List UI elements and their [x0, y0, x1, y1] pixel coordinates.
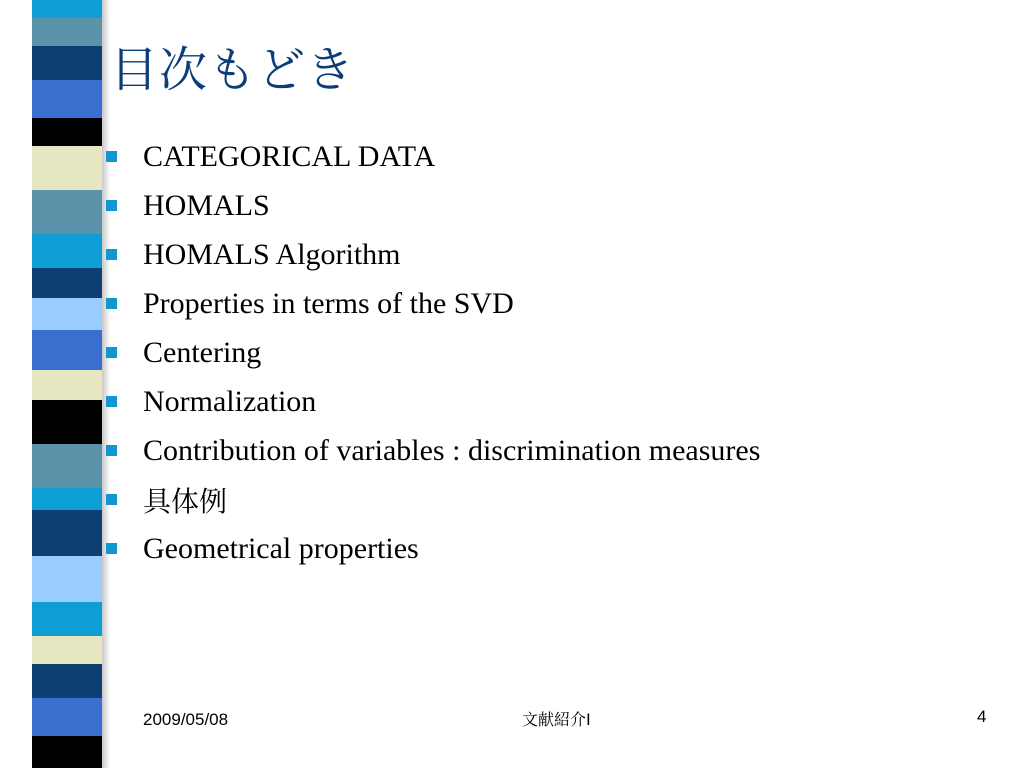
- bullet-list: [106, 132, 760, 573]
- bullet-item: [106, 377, 760, 426]
- bullet-item: [106, 279, 760, 328]
- square-bullet-icon: [106, 347, 117, 358]
- bullet-text: Centering: [143, 335, 262, 369]
- bullet-text: 具体例: [143, 484, 228, 518]
- square-bullet-icon: [106, 396, 117, 407]
- bullet-text: Properties in terms of the SVD: [143, 286, 514, 320]
- bullet-item: [106, 230, 760, 279]
- bullet-text: HOMALS Algorithm: [143, 237, 401, 271]
- square-bullet-icon: [106, 249, 117, 260]
- bullet-item: [106, 524, 760, 573]
- bullet-item: [106, 475, 760, 524]
- footer-center-text: 文献紹介I: [522, 710, 591, 729]
- bullet-item: [106, 181, 760, 230]
- square-bullet-icon: [106, 494, 117, 505]
- bullet-text: Geometrical properties: [143, 531, 419, 565]
- square-bullet-icon: [106, 200, 117, 211]
- bullet-item: [106, 328, 760, 377]
- slide-title: 目次もどき: [110, 42, 356, 98]
- square-bullet-icon: [106, 445, 117, 456]
- square-bullet-icon: [106, 298, 117, 309]
- bullet-text: Normalization: [143, 384, 317, 418]
- bullet-text: HOMALS: [143, 188, 270, 222]
- square-bullet-icon: [106, 151, 117, 162]
- square-bullet-icon: [106, 543, 117, 554]
- footer-date: 2009/05/08: [143, 710, 229, 729]
- bullet-text: Contribution of variables : discrimination measures: [143, 433, 761, 467]
- page-number: 4: [977, 707, 987, 726]
- bullet-item: [106, 132, 760, 181]
- bullet-item: [106, 426, 760, 475]
- decorative-striped-bar: [32, 0, 102, 768]
- bullet-text: CATEGORICAL DATA: [143, 139, 436, 173]
